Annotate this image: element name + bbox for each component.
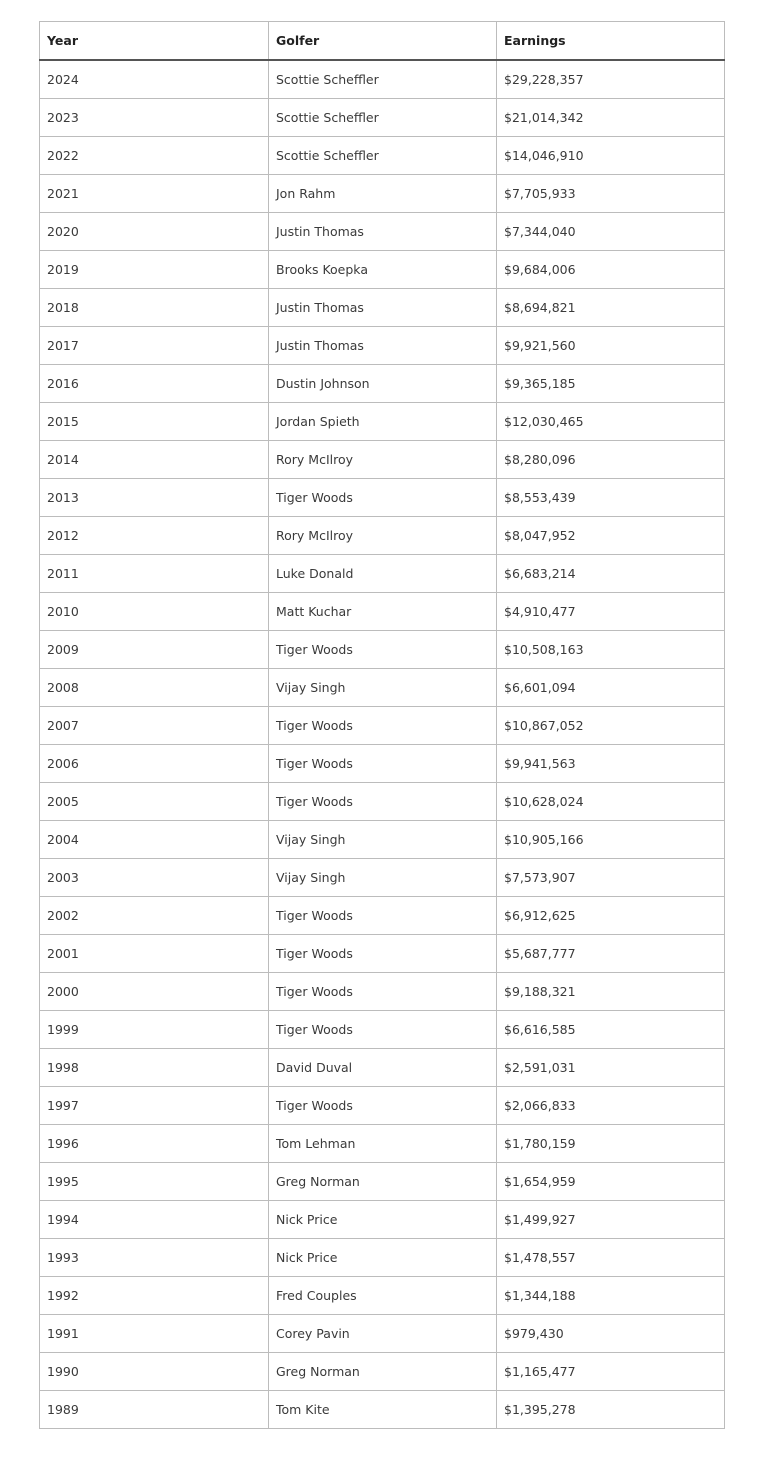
cell-year: 2006 xyxy=(40,745,269,783)
table-row xyxy=(40,1391,725,1429)
cell-golfer: Tiger Woods xyxy=(269,973,497,1011)
cell-golfer: Tiger Woods xyxy=(269,707,497,745)
table-row xyxy=(40,555,725,593)
table-row xyxy=(40,859,725,897)
cell-year: 1991 xyxy=(40,1315,269,1353)
table-row xyxy=(40,213,725,251)
table-body xyxy=(40,60,725,1429)
table-row xyxy=(40,1201,725,1239)
table-row xyxy=(40,137,725,175)
table-row xyxy=(40,1125,725,1163)
cell-earnings: $7,344,040 xyxy=(497,213,725,251)
cell-earnings: $1,654,959 xyxy=(497,1163,725,1201)
cell-golfer: Vijay Singh xyxy=(269,859,497,897)
cell-earnings: $6,616,585 xyxy=(497,1011,725,1049)
cell-golfer: Tiger Woods xyxy=(269,897,497,935)
cell-year: 1992 xyxy=(40,1277,269,1315)
cell-golfer: Scottie Scheffler xyxy=(269,60,497,99)
cell-year: 1999 xyxy=(40,1011,269,1049)
cell-year: 2019 xyxy=(40,251,269,289)
cell-golfer: Nick Price xyxy=(269,1239,497,1277)
table-row xyxy=(40,897,725,935)
table-row xyxy=(40,1011,725,1049)
cell-year: 2003 xyxy=(40,859,269,897)
cell-year: 2000 xyxy=(40,973,269,1011)
cell-earnings: $1,165,477 xyxy=(497,1353,725,1391)
cell-year: 2007 xyxy=(40,707,269,745)
table-row xyxy=(40,479,725,517)
cell-year: 1989 xyxy=(40,1391,269,1429)
column-header-golfer: Golfer xyxy=(269,22,497,61)
cell-earnings: $6,601,094 xyxy=(497,669,725,707)
cell-earnings: $8,280,096 xyxy=(497,441,725,479)
cell-year: 1990 xyxy=(40,1353,269,1391)
cell-earnings: $2,066,833 xyxy=(497,1087,725,1125)
table-row xyxy=(40,1049,725,1087)
cell-golfer: Vijay Singh xyxy=(269,669,497,707)
table-row xyxy=(40,365,725,403)
cell-earnings: $10,628,024 xyxy=(497,783,725,821)
cell-golfer: Tiger Woods xyxy=(269,745,497,783)
cell-earnings: $9,365,185 xyxy=(497,365,725,403)
table-row xyxy=(40,821,725,859)
cell-year: 2013 xyxy=(40,479,269,517)
cell-earnings: $14,046,910 xyxy=(497,137,725,175)
table-row xyxy=(40,707,725,745)
table-row xyxy=(40,1163,725,1201)
cell-golfer: Jordan Spieth xyxy=(269,403,497,441)
table-row xyxy=(40,669,725,707)
table-row xyxy=(40,251,725,289)
cell-golfer: Tiger Woods xyxy=(269,479,497,517)
cell-golfer: Justin Thomas xyxy=(269,327,497,365)
cell-earnings: $8,694,821 xyxy=(497,289,725,327)
table-row xyxy=(40,403,725,441)
earnings-table xyxy=(39,21,725,1429)
table-row xyxy=(40,593,725,631)
cell-earnings: $9,941,563 xyxy=(497,745,725,783)
cell-earnings: $9,684,006 xyxy=(497,251,725,289)
table-row xyxy=(40,1087,725,1125)
cell-golfer: Rory McIlroy xyxy=(269,517,497,555)
table-row xyxy=(40,935,725,973)
cell-golfer: David Duval xyxy=(269,1049,497,1087)
cell-year: 1998 xyxy=(40,1049,269,1087)
cell-year: 2015 xyxy=(40,403,269,441)
cell-year: 2024 xyxy=(40,60,269,99)
cell-year: 2001 xyxy=(40,935,269,973)
cell-earnings: $979,430 xyxy=(497,1315,725,1353)
cell-year: 2002 xyxy=(40,897,269,935)
cell-earnings: $29,228,357 xyxy=(497,60,725,99)
table-row xyxy=(40,973,725,1011)
table-row xyxy=(40,1315,725,1353)
cell-year: 2022 xyxy=(40,137,269,175)
cell-golfer: Greg Norman xyxy=(269,1353,497,1391)
cell-year: 2012 xyxy=(40,517,269,555)
cell-year: 2017 xyxy=(40,327,269,365)
cell-earnings: $10,508,163 xyxy=(497,631,725,669)
cell-golfer: Dustin Johnson xyxy=(269,365,497,403)
cell-golfer: Scottie Scheffler xyxy=(269,99,497,137)
cell-year: 2008 xyxy=(40,669,269,707)
cell-golfer: Tiger Woods xyxy=(269,935,497,973)
cell-year: 2005 xyxy=(40,783,269,821)
cell-earnings: $1,344,188 xyxy=(497,1277,725,1315)
cell-golfer: Tom Lehman xyxy=(269,1125,497,1163)
cell-golfer: Tiger Woods xyxy=(269,631,497,669)
table-row xyxy=(40,60,725,99)
cell-year: 1997 xyxy=(40,1087,269,1125)
cell-earnings: $7,705,933 xyxy=(497,175,725,213)
table-row xyxy=(40,517,725,555)
cell-year: 2018 xyxy=(40,289,269,327)
cell-golfer: Justin Thomas xyxy=(269,289,497,327)
cell-year: 2016 xyxy=(40,365,269,403)
cell-golfer: Vijay Singh xyxy=(269,821,497,859)
cell-earnings: $7,573,907 xyxy=(497,859,725,897)
cell-golfer: Tiger Woods xyxy=(269,1087,497,1125)
cell-earnings: $6,683,214 xyxy=(497,555,725,593)
cell-year: 2021 xyxy=(40,175,269,213)
cell-year: 1993 xyxy=(40,1239,269,1277)
cell-earnings: $12,030,465 xyxy=(497,403,725,441)
table-row xyxy=(40,99,725,137)
cell-year: 2014 xyxy=(40,441,269,479)
cell-earnings: $1,780,159 xyxy=(497,1125,725,1163)
earnings-table-container xyxy=(39,21,724,1429)
cell-earnings: $2,591,031 xyxy=(497,1049,725,1087)
column-header-year: Year xyxy=(40,22,269,61)
cell-golfer: Scottie Scheffler xyxy=(269,137,497,175)
cell-earnings: $1,395,278 xyxy=(497,1391,725,1429)
table-row xyxy=(40,783,725,821)
cell-golfer: Justin Thomas xyxy=(269,213,497,251)
table-header-row xyxy=(40,22,725,61)
column-header-earnings: Earnings xyxy=(497,22,725,61)
table-row xyxy=(40,1277,725,1315)
cell-year: 2009 xyxy=(40,631,269,669)
cell-golfer: Luke Donald xyxy=(269,555,497,593)
table-row xyxy=(40,631,725,669)
cell-golfer: Tiger Woods xyxy=(269,783,497,821)
cell-earnings: $8,553,439 xyxy=(497,479,725,517)
cell-year: 2020 xyxy=(40,213,269,251)
cell-earnings: $10,867,052 xyxy=(497,707,725,745)
cell-year: 2010 xyxy=(40,593,269,631)
cell-year: 1994 xyxy=(40,1201,269,1239)
cell-golfer: Brooks Koepka xyxy=(269,251,497,289)
cell-golfer: Tom Kite xyxy=(269,1391,497,1429)
cell-earnings: $8,047,952 xyxy=(497,517,725,555)
cell-golfer: Matt Kuchar xyxy=(269,593,497,631)
cell-golfer: Rory McIlroy xyxy=(269,441,497,479)
cell-earnings: $6,912,625 xyxy=(497,897,725,935)
cell-earnings: $5,687,777 xyxy=(497,935,725,973)
cell-year: 2011 xyxy=(40,555,269,593)
cell-golfer: Corey Pavin xyxy=(269,1315,497,1353)
table-row xyxy=(40,327,725,365)
cell-earnings: $1,478,557 xyxy=(497,1239,725,1277)
cell-golfer: Fred Couples xyxy=(269,1277,497,1315)
cell-golfer: Tiger Woods xyxy=(269,1011,497,1049)
cell-golfer: Nick Price xyxy=(269,1201,497,1239)
cell-earnings: $9,921,560 xyxy=(497,327,725,365)
table-header xyxy=(40,22,725,61)
cell-earnings: $21,014,342 xyxy=(497,99,725,137)
cell-year: 2004 xyxy=(40,821,269,859)
cell-year: 2023 xyxy=(40,99,269,137)
table-row xyxy=(40,175,725,213)
table-row xyxy=(40,745,725,783)
table-row xyxy=(40,441,725,479)
cell-earnings: $9,188,321 xyxy=(497,973,725,1011)
table-row xyxy=(40,1239,725,1277)
cell-earnings: $4,910,477 xyxy=(497,593,725,631)
cell-golfer: Greg Norman xyxy=(269,1163,497,1201)
cell-earnings: $1,499,927 xyxy=(497,1201,725,1239)
cell-golfer: Jon Rahm xyxy=(269,175,497,213)
cell-year: 1996 xyxy=(40,1125,269,1163)
table-row xyxy=(40,289,725,327)
cell-year: 1995 xyxy=(40,1163,269,1201)
table-row xyxy=(40,1353,725,1391)
cell-earnings: $10,905,166 xyxy=(497,821,725,859)
